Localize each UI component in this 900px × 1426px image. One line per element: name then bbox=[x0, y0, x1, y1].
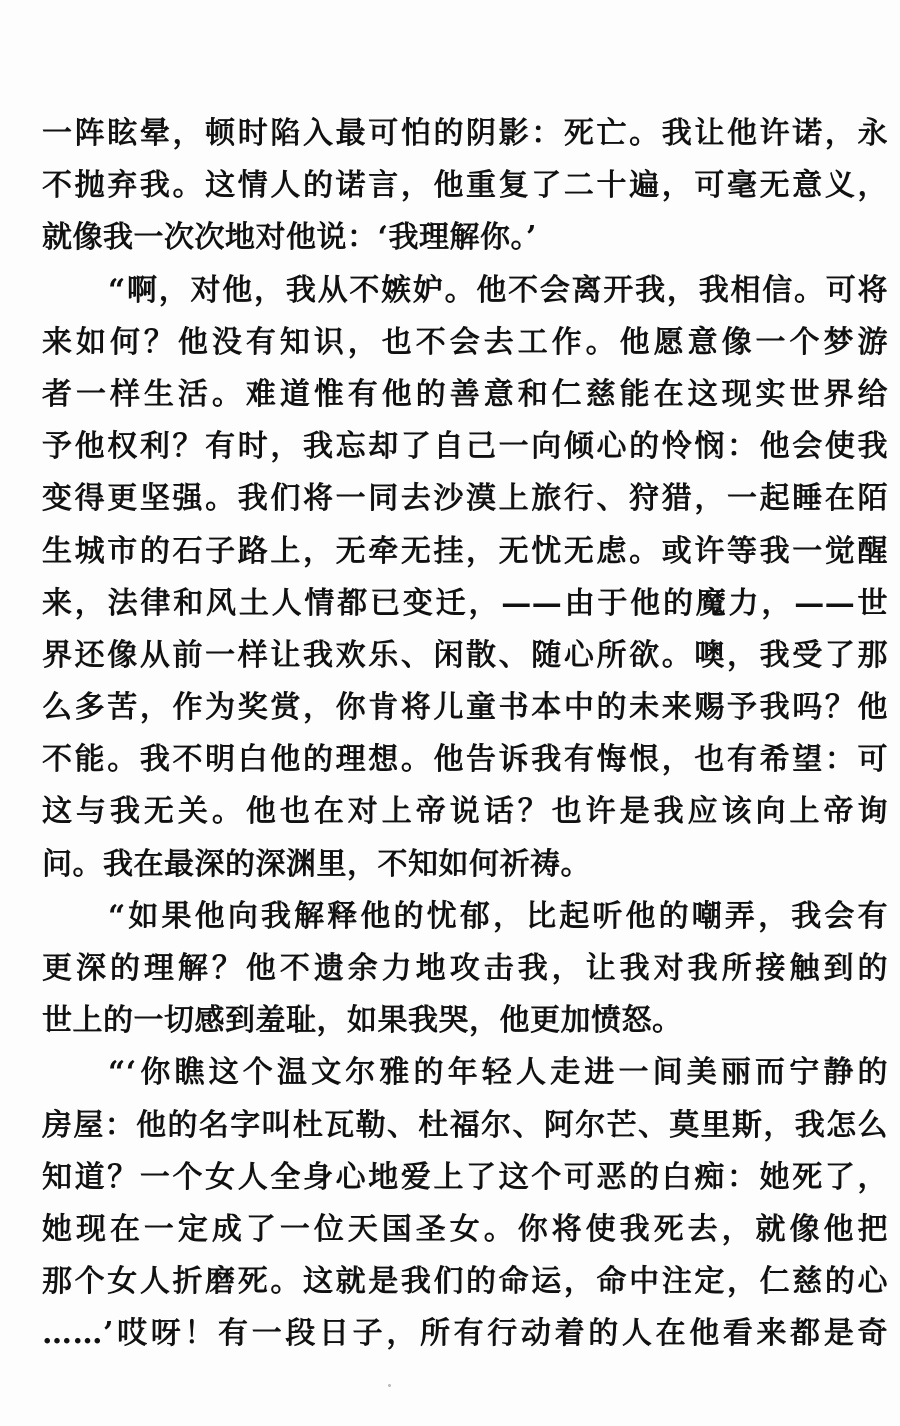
body-text bbox=[42, 108, 888, 1361]
text-line: 她现在一定成了一位天国圣女。你将使我死去，就像他把 bbox=[42, 1211, 888, 1247]
scan-speck bbox=[388, 1384, 391, 1387]
paragraph-start-line: “啊，对他，我从不嫉妒。他不会离开我，我相信。可将 bbox=[108, 272, 888, 308]
text-line: 那个女人折磨死。这就是我们的命运，命中注定，仁慈的心 bbox=[42, 1264, 888, 1300]
text-line: 来如何？他没有知识，也不会去工作。他愿意像一个梦游 bbox=[42, 324, 888, 360]
text-line: 生城市的石子路上，无牵无挂，无忧无虑。或许等我一觉醒 bbox=[42, 533, 888, 569]
paragraph-end-line: 就像我一次次地对他说：‘我理解你。’ bbox=[42, 220, 537, 256]
paragraph-start-line: “‘你瞧这个温文尔雅的年轻人走进一间美丽而宁静的 bbox=[108, 1055, 888, 1091]
text-line: 界还像从前一样让我欢乐、闲散、随心所欲。噢，我受了那 bbox=[42, 637, 888, 673]
text-line: 予他权利？有时，我忘却了自己一向倾心的怜悯：他会使我 bbox=[42, 429, 888, 465]
text-line: 变得更坚强。我们将一同去沙漠上旅行、狩猎，一起睡在陌 bbox=[42, 481, 888, 517]
text-line: 这与我无关。他也在对上帝说话？也许是我应该向上帝询 bbox=[42, 794, 888, 830]
paragraph-end-line: 问。我在最深的深渊里，不知如何祈祷。 bbox=[42, 846, 591, 882]
text-line: 不能。我不明白他的理想。他告诉我有悔恨，也有希望：可 bbox=[42, 742, 888, 778]
text-line: 知道？一个女人全身心地爱上了这个可恶的白痴：她死了， bbox=[42, 1159, 888, 1195]
text-line: 来，法律和风土人情都已变迁，——由于他的魔力，——世 bbox=[42, 585, 888, 621]
paragraph-end-line: 世上的一切感到羞耻，如果我哭，他更加愤怒。 bbox=[42, 1003, 683, 1039]
text-line: 房屋：他的名字叫杜瓦勒、杜福尔、阿尔芒、莫里斯，我怎么 bbox=[42, 1107, 888, 1143]
paragraph-start-line: “如果他向我解释他的忧郁，比起听他的嘲弄，我会有 bbox=[108, 898, 888, 934]
text-line: 者一样生活。难道惟有他的善意和仁慈能在这现实世界给 bbox=[42, 376, 888, 412]
text-line: 不抛弃我。这情人的诺言，他重复了二十遍，可毫无意义， bbox=[42, 168, 888, 204]
text-line: ……’哎呀！有一段日子，所有行动着的人在他看来都是奇 bbox=[42, 1316, 888, 1352]
text-line: 一阵眩晕，顿时陷入最可怕的阴影：死亡。我让他许诺，永 bbox=[42, 116, 888, 151]
text-line: 更深的理解？他不遗余力地攻击我，让我对我所接触到的 bbox=[42, 951, 888, 986]
text-line: 么多苦，作为奖赏，你肯将儿童书本中的未来赐予我吗？他 bbox=[42, 690, 888, 726]
